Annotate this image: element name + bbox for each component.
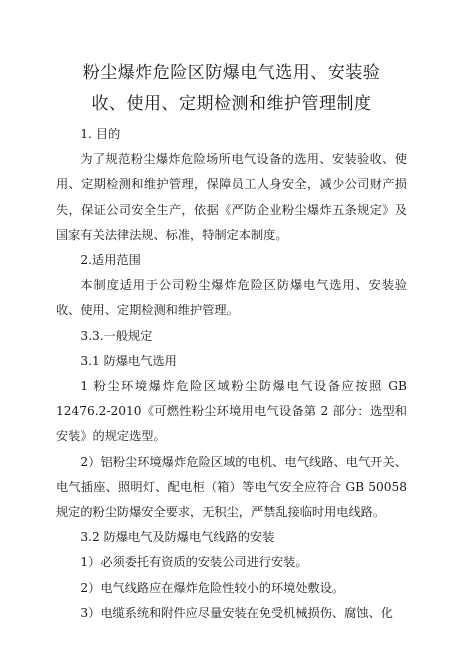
selection-item-1: 1 粉尘环境爆炸危险区域粉尘防爆电气设备应按照 GB 12476.2-2010《可燃性粉尘环境用电气设备第 2 部分：选型和安装》的规定选型。 [56,379,407,444]
install-item-3: 3）电缆系统和附件应尽量安装在免受机械损伤、腐蚀、化 [80,605,393,620]
section-general-heading: 3.3.一般规定 [80,328,153,343]
section-purpose-text: 为了规范粉尘爆炸危险场所电气设备的选用、安装验收、使用、定期检测和维护管理，保障员工人身安全，减少公司财产损失，保证公司安全生产，依据《严防企业粉尘爆炸五条规定》及国家有关法律法规、标准，特制定本制度。 [56,152,407,242]
document-title [56,58,407,120]
install-item-1: 1）必须委托有资质的安装公司进行安装。 [80,555,308,570]
title-line-1: 粉尘爆炸危险区防爆电气选用、安装验 [82,63,381,83]
section-purpose-heading: 1. 目的 [80,127,121,141]
section-install-heading: 3.2 防爆电气及防爆电气线路的安装 [80,530,275,545]
section-selection-heading: 3.1 防爆电气选用 [80,353,177,368]
install-item-2: 2）电气线路应在爆炸危险性较小的环境处敷设。 [80,580,345,595]
section-scope-text: 本制度适用于公司粉尘爆炸危险区防爆电气选用、安装验收、使用、定期检测和维护管理。 [56,278,407,318]
title-line-2: 收、使用、定期检测和维护管理制度 [91,94,372,114]
section-scope-heading: 2.适用范围 [80,253,141,268]
selection-item-2: 2）铝粉尘环境爆炸危险区域的电机、电气线路、电气开关、电气插座、照明灯、配电柜（箱）等电气安全应符合 GB 50058 规定的粉尘防爆安全要求，无积尘，严禁乱接临时用电线路。 [56,454,407,520]
